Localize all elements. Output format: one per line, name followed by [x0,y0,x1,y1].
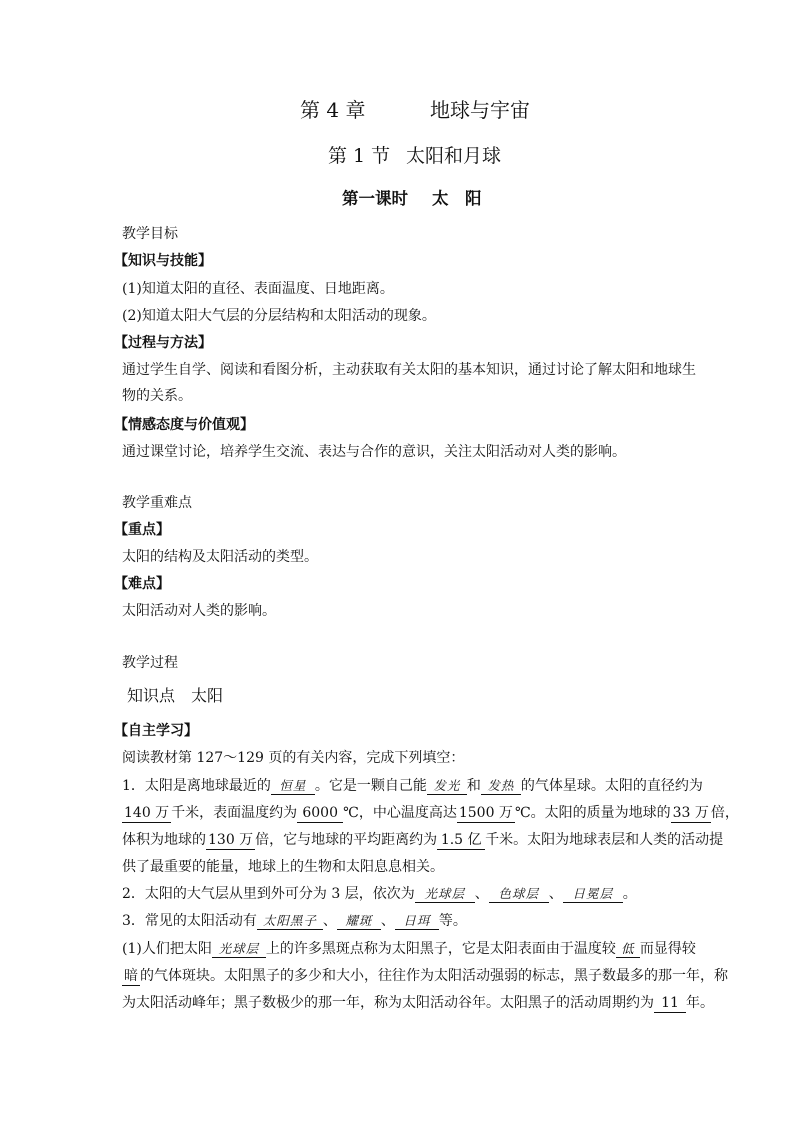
section-title: 太阳和月球 [406,145,502,167]
section-number: 第 1 节 [328,145,391,167]
answer-activity-3: 日珥 [395,912,439,930]
reading-instruction: 阅读教材第 127～129 页的有关内容，完成下列填空： [122,750,465,766]
difficult-point-text: 太阳活动对人类的影响。 [122,603,276,619]
answer-layer-2: 色球层 [489,885,549,903]
answer-surface-temperature: 6000 [297,805,343,823]
answer-diameter: 140 万 [124,805,170,821]
question-1-line-4: 供了最重要的能量，地球上的生物和太阳息息相关。 [122,859,444,875]
answer-period: 11 [654,995,686,1013]
question-1-line-3: 体积为地球的 130 万 倍，它与地球的平均距离约为 1.5 亿 千米。太阳为地球表层和人类的活动提 [122,832,724,848]
lesson-title: 太 阳 [432,189,482,208]
knowledge-item-1: (1)知道太阳的直径、表面温度、日地距离。 [122,281,394,297]
objectives-heading: 教学目标 [122,226,178,242]
process-heading: 教学过程 [122,655,178,671]
answer-layer-1: 光球层 [415,885,475,903]
question-3-1-line-2: 暗 的气体斑块。太阳黑子的多少和大小，往往作为太阳活动强弱的标志，黑子数最多的那一年，称 [124,968,728,984]
question-3-1-line-1: (1)人们把太阳 光球层 上的许多黑斑点称为太阳黑子，它是太阳表面由于温度较 低 而显得较 [122,941,696,957]
difficult-point-heading: 【难点】 [114,576,170,592]
answer-low: 低 [616,940,640,958]
answer-dark: 暗 [124,968,138,984]
question-3-1-line-3: 为太阳活动峰年；黑子数极少的那一年，称为太阳活动谷年。太阳黑子的活动周期约为 11 年。 [122,995,714,1011]
answer-glow: 发光 [427,777,467,795]
knowledge-item-2: (2)知道太阳大气层的分层结构和太阳活动的现象。 [122,308,436,324]
answer-heat: 发热 [481,777,521,795]
answer-photosphere: 光球层 [212,940,266,958]
question-1-line-2: 140 万 千米，表面温度约为 6000 ℃，中心温度高达 1500 万 ℃。太阳的质量为地球的 33 万 倍， [124,805,739,821]
chapter-title: 地球与宇宙 [430,98,530,122]
emotion-values-heading: 【情感态度与价值观】 [114,417,254,433]
process-method-line-1: 通过学生自学、阅读和看图分析，主动获取有关太阳的基本知识，通过讨论了解太阳和地球生 [122,362,696,378]
process-method-heading: 【过程与方法】 [114,335,212,351]
answer-activity-1: 太阳黑子 [257,912,323,930]
chapter-number: 第 4 章 [300,98,366,122]
key-point-heading: 【重点】 [114,522,170,538]
answer-star: 恒星 [271,777,315,795]
lesson-number: 第一课时 [342,189,408,208]
key-points-heading: 教学重难点 [122,495,192,511]
emotion-values-text: 通过课堂讨论，培养学生交流、表达与合作的意识，关注太阳活动对人类的影响。 [122,444,626,460]
question-1-line-1: 1．太阳是离地球最近的 恒星 。它是一颗自己能 发光 和 发热 的气体星球。太阳的直径约为 [122,778,703,794]
answer-center-temperature: 1500 万 [458,805,513,821]
process-method-line-2: 物的关系。 [122,388,192,404]
answer-distance: 1.5 亿 [437,832,485,850]
key-point-text: 太阳的结构及太阳活动的类型。 [122,549,318,565]
answer-layer-3: 日冕层 [563,885,623,903]
answer-volume: 130 万 [208,832,254,848]
question-2: 2．太阳的大气层从里到外可分为 3 层，依次为 光球层 、 色球层 、 日冕层 。 [122,886,637,902]
answer-mass: 33 万 [672,805,709,821]
answer-activity-2: 耀斑 [337,912,381,930]
question-3: 3．常见的太阳活动有 太阳黑子 、 耀斑 、 日珥 等。 [122,913,467,929]
knowledge-skills-heading: 【知识与技能】 [114,253,212,269]
self-study-heading: 【自主学习】 [114,723,198,739]
knowledge-point-title: 知识点 太阳 [127,686,224,705]
